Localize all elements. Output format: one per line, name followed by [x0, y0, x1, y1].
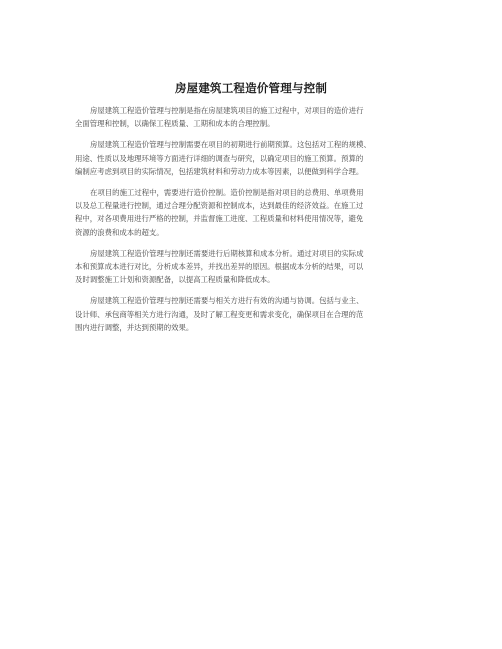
paragraph-line: 程中，对各项费用进行严格的控制，并监督施工进度、工程质量和材料使用情况等，避免 [75, 214, 364, 224]
paragraph [75, 138, 435, 178]
paragraph-line: 全面管理和控制，以确保工程质量、工期和成本的合理控制。 [75, 119, 275, 129]
document-title: 房屋建筑工程造价管理与控制 [174, 81, 328, 95]
paragraph [75, 104, 435, 130]
paragraph-line: 房屋建筑工程造价管理与控制需要在项目的初期进行前期预算。这包括对工程的规模、 [90, 140, 371, 150]
paragraph-line: 资源的浪费和成本的超支。 [75, 227, 164, 237]
paragraph-line: 编制应考虑到项目的实际情况，包括建筑材料和劳动力成本等因素，以便做到科学合理。 [75, 166, 364, 176]
paragraph-line: 房屋建筑工程造价管理与控制还需要与相关方进行有效的沟通与协调。包括与业主、 [90, 296, 364, 306]
paragraph-line: 围内进行调整，并达到预期的效果。 [75, 322, 194, 332]
paragraph [75, 247, 435, 287]
document-body [75, 104, 435, 342]
paragraph [75, 294, 435, 334]
paragraph-line: 房屋建筑工程造价管理与控制还需要进行后期核算和成本分析。通过对项目的实际成 [90, 248, 364, 258]
paragraph-line: 及时调整施工计划和资源配备，以提高工程质量和降低成本。 [75, 275, 275, 285]
paragraph [75, 186, 435, 239]
paragraph-line: 用途、性质以及地理环境等方面进行详细的调查与研究，以确定项目的施工预算。预算的 [75, 153, 364, 163]
paragraph-line: 本和预算成本进行对比，分析成本差异，并找出差异的原因。根据成本分析的结果，可以 [75, 262, 364, 272]
paragraph-line: 在项目的施工过程中，需要进行造价控制。造价控制是指对项目的总费用、单项费用 [90, 188, 364, 198]
paragraph-line: 以及总工程量进行控制，通过合理分配资源和控制成本，达到最佳的经济效益。在施工过 [75, 201, 364, 211]
paragraph-line: 房屋建筑工程造价管理与控制是指在房屋建筑项目的施工过程中，对项目的造价进行 [90, 106, 364, 115]
paragraph-line: 设计师、承包商等相关方进行沟通，及时了解工程变更和需求变化，确保项目在合理的范 [75, 309, 364, 319]
